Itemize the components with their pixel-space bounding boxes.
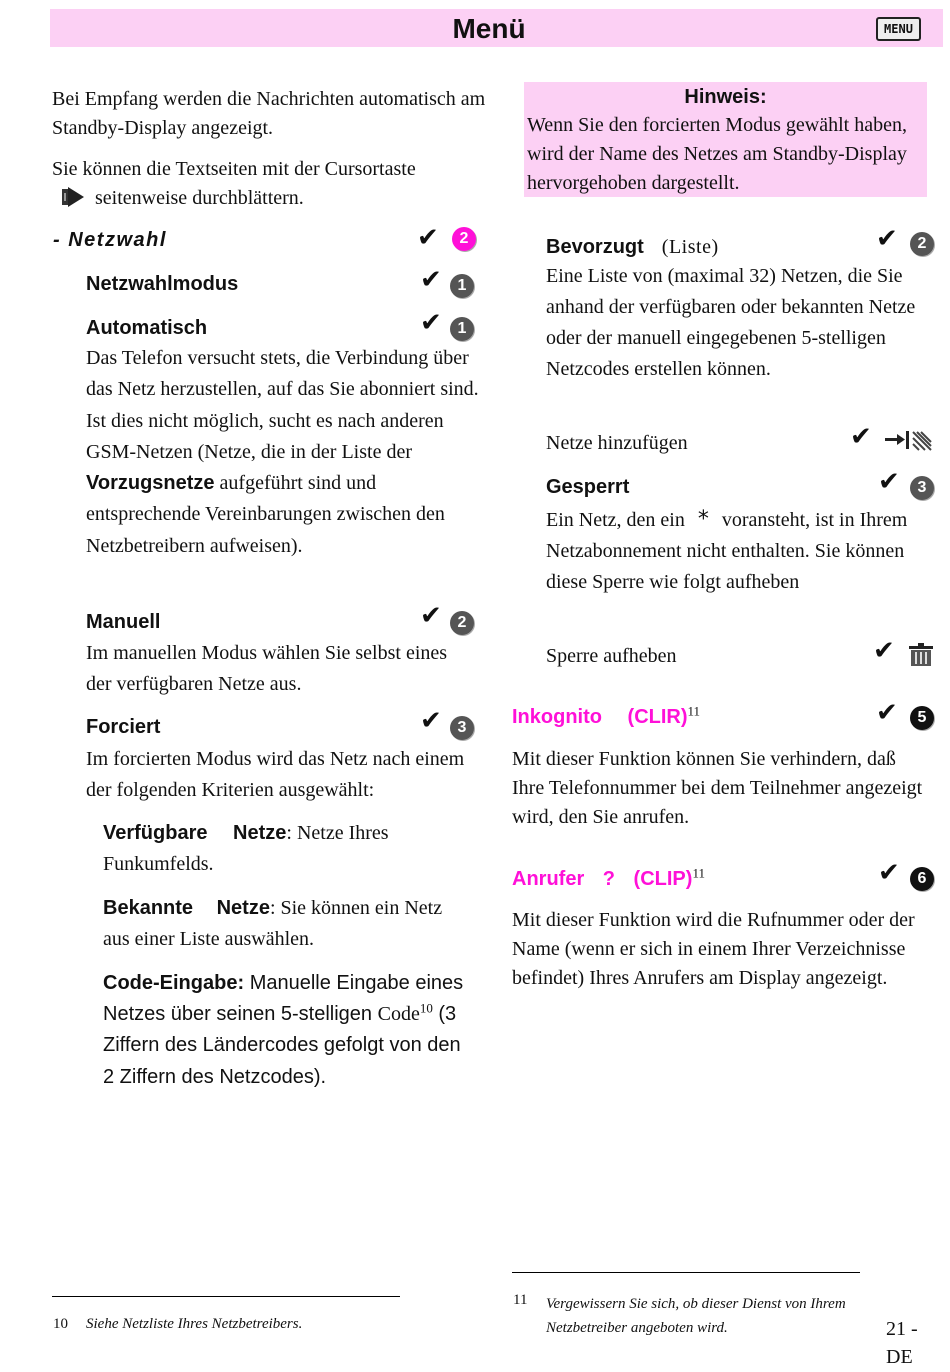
verfuegbare-netze-item: [103, 818, 448, 880]
page-number-line1: 21 -: [886, 1318, 918, 1340]
code-eingabe-label: Code-Eingabe:: [103, 972, 245, 994]
check-icon: ✔: [873, 636, 895, 666]
verfuegbare-netze-text: : Netze Ihres Funkumfelds.: [103, 822, 389, 875]
netze-hinzufuegen-label: Netze hinzufügen: [546, 432, 688, 454]
code-eingabe-text-b: (3 Ziffern des Ländercodes gefolgt von den 2 Ziffern des Netzcodes).: [103, 1003, 461, 1088]
automatisch-description: [86, 343, 484, 562]
menu-icon-label: MENU: [884, 22, 913, 36]
menu-number-icon: 2: [450, 611, 474, 635]
hinweis-text: Wenn Sie den forcierten Modus gewählt haben, wird der Name des Netzes am Standby-Display hervorgehoben dargestellt.: [527, 114, 907, 194]
footnote-ref-11: 11: [692, 865, 705, 881]
menu-number-icon: 2: [452, 227, 476, 251]
inkognito-description: Mit dieser Funktion können Sie verhindern, daß Ihre Telefonnummer bei dem Teilnehmer angezeigt wird, den Sie anrufen.: [512, 748, 923, 828]
code-eingabe-item: [103, 968, 473, 1093]
menu-number-icon: 1: [450, 317, 474, 341]
anrufer-description: Mit dieser Funktion wird die Rufnummer oder der Name (wenn er sich in einem Ihrer Verzeichnisse befindet) Ihres Anrufers am Display angezeigt.: [512, 909, 915, 989]
check-icon: ✔: [876, 698, 898, 728]
footnote-ref-10: 10: [419, 1000, 433, 1016]
manuell-title: Manuell: [86, 611, 161, 633]
footnote-ref-11: 11: [687, 703, 701, 719]
footnote-11-text: Vergewissern Sie sich, ob dieser Dienst von Ihrem Netzbetreiber angeboten wird.: [546, 1296, 846, 1336]
footnote-divider: [512, 1272, 860, 1273]
check-icon: ✔: [850, 422, 872, 452]
gesperrt-description: [546, 504, 931, 598]
add-network-icon: [884, 428, 934, 454]
code-word: Code: [377, 1003, 420, 1026]
bevorzugt-title-line: [546, 232, 719, 263]
menu-number-icon: 6: [910, 867, 934, 891]
cursor-key-icon: [62, 185, 86, 209]
check-icon: ✔: [420, 706, 442, 736]
menu-number-icon: 3: [450, 716, 474, 740]
check-icon: ✔: [420, 308, 442, 338]
intro-paragraph-2-a: Sie können die Textseiten mit der Cursortaste: [52, 158, 416, 180]
gesperrt-text-b: voransteht, ist in Ihrem Netzabonnement nicht enthalten. Sie können diese Sperre wie folgt aufheben: [546, 509, 908, 593]
verfuegbare-netze-label: Verfügbare Netze: [103, 822, 287, 844]
anrufer-title-text: Anrufer ? (CLIP): [512, 868, 693, 890]
bekannte-netze-item: [103, 893, 453, 955]
section-netzwahl-title: - Netzwahl: [53, 229, 167, 251]
automatisch-text-b: aufgeführt sind und entsprechende Vereinbarungen zwischen den Netzbetreibern aufweisen).: [86, 472, 445, 557]
intro-paragraph-2-b: seitenweise durchblättern.: [95, 187, 304, 209]
gesperrt-text-a: Ein Netz, den ein: [546, 509, 685, 531]
forciert-title: Forciert: [86, 716, 161, 738]
bevorzugt-title: Bevorzugt: [546, 236, 644, 258]
check-icon: ✔: [878, 467, 900, 497]
bekannte-netze-label: Bekannte Netze: [103, 897, 270, 919]
bevorzugt-description: Eine Liste von (maximal 32) Netzen, die Sie anhand der verfügbaren oder bekannten Netze oder der manuell eingegebenen 5-stelligen Netzcodes erstellen können.: [546, 265, 916, 380]
page-number-line2: DE: [886, 1346, 913, 1368]
footnote-11-number: 11: [513, 1292, 528, 1308]
inkognito-title: [512, 703, 701, 729]
check-icon: ✔: [420, 265, 442, 295]
blocked-star-icon: *: [697, 507, 709, 532]
menu-icon: [876, 17, 921, 41]
check-icon: ✔: [876, 224, 898, 254]
sperre-aufheben-label: Sperre aufheben: [546, 645, 677, 667]
forciert-description: Im forcierten Modus wird das Netz nach einem der folgenden Kriterien ausgewählt:: [86, 748, 465, 801]
automatisch-title: Automatisch: [86, 317, 208, 339]
anrufer-title: [512, 865, 705, 891]
page-number: [886, 1315, 918, 1371]
netzwahlmodus-title: Netzwahlmodus: [86, 273, 239, 295]
footnote-10-text: Siehe Netzliste Ihres Netzbetreibers.: [86, 1316, 303, 1332]
vorzugsnetze-label: Vorzugsnetze: [86, 472, 215, 495]
footnote-divider: [52, 1296, 400, 1297]
menu-number-icon: 5: [910, 706, 934, 730]
bevorzugt-suffix: (Liste): [661, 236, 719, 258]
footnote-10-number: 10: [53, 1316, 68, 1332]
check-icon: ✔: [417, 223, 439, 253]
code-eingabe-text-a: Manuelle Eingabe eines Netzes über seinen 5-stelligen: [103, 972, 464, 1026]
page-title: Menü: [452, 13, 526, 44]
menu-number-icon: 1: [450, 274, 474, 298]
automatisch-text-a: Das Telefon versucht stets, die Verbindung über das Netz herzustellen, auf das Sie abonniert sind. Ist dies nicht möglich, sucht es nach anderen GSM-Netzen (Netze, die in der Liste der: [86, 347, 479, 463]
hinweis-title: Hinweis:: [684, 86, 767, 108]
menu-number-icon: 3: [910, 476, 934, 500]
intro-paragraph-1: Bei Empfang werden die Nachrichten automatisch am Standby-Display angezeigt.: [52, 88, 486, 139]
bekannte-netze-text: : Sie können ein Netz aus einer Liste auswählen.: [103, 897, 443, 950]
gesperrt-title: Gesperrt: [546, 476, 630, 498]
check-icon: ✔: [878, 858, 900, 888]
menu-number-icon: 2: [910, 232, 934, 256]
trash-icon: [907, 643, 935, 667]
inkognito-title-text: Inkognito (CLIR): [512, 706, 688, 728]
manuell-description: Im manuellen Modus wählen Sie selbst eines der verfügbaren Netze aus.: [86, 642, 448, 695]
check-icon: ✔: [420, 601, 442, 631]
